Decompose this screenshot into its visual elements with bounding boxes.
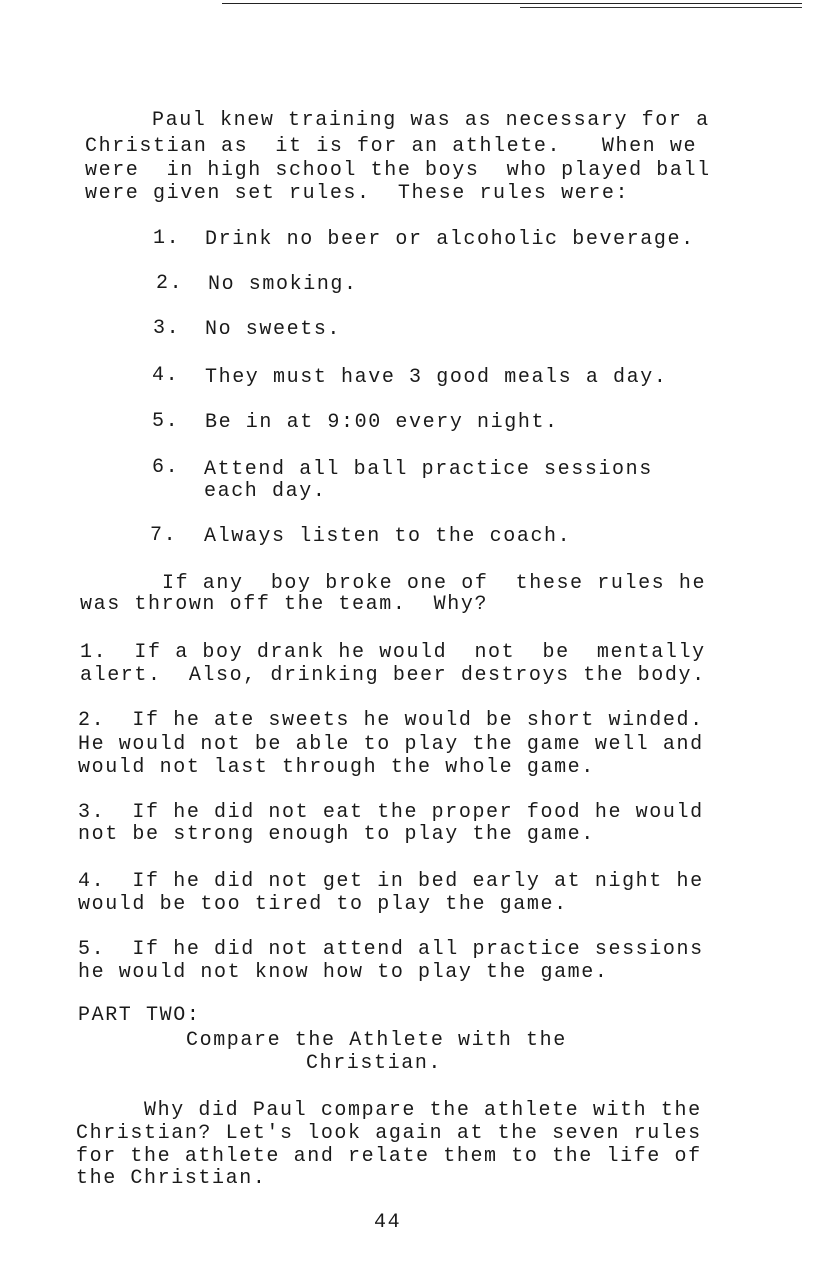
rule-number: 6. [152, 456, 180, 479]
top-rule-line-secondary [520, 7, 802, 8]
part-two-subtitle-line-1: Compare the Athlete with the [186, 1029, 567, 1052]
reason-line: 2. If he ate sweets he would be short winded. [78, 709, 704, 732]
intro-line-3: were in high school the boys who played ball [85, 159, 711, 182]
reason-line: not be strong enough to play the game. [78, 823, 595, 846]
intro-line-2: Christian as it is for an athlete. When we [85, 135, 698, 158]
part-two-subtitle-line-2: Christian. [306, 1052, 443, 1075]
rule-number: 7. [150, 524, 178, 547]
closing-line-3: for the athlete and relate them to the life of [76, 1145, 702, 1168]
intro-line-1: Paul knew training was as necessary for a [152, 109, 710, 132]
rule-number: 1. [153, 227, 181, 250]
reason-line: alert. Also, drinking beer destroys the body. [80, 664, 706, 687]
consequence-line-2: was thrown off the team. Why? [80, 593, 489, 616]
reason-line: would not last through the whole game. [78, 756, 595, 779]
consequence-line-1: If any boy broke one of these rules he [162, 572, 707, 595]
rule-number: 5. [152, 410, 180, 433]
rule-text: No smoking. [208, 273, 358, 296]
reason-line: 4. If he did not get in bed early at night he [78, 870, 704, 893]
closing-line-2: Christian? Let's look again at the seven rules [76, 1122, 702, 1145]
rule-text: Always listen to the coach. [204, 525, 572, 548]
intro-line-4: were given set rules. These rules were: [85, 182, 630, 205]
closing-line-1: Why did Paul compare the athlete with the [144, 1099, 702, 1122]
reason-line: he would not know how to play the game. [78, 961, 609, 984]
part-two-heading: PART TWO: [78, 1004, 201, 1027]
rule-text: They must have 3 good meals a day. [205, 366, 668, 389]
rule-number: 2. [156, 272, 184, 295]
rule-text-continued: each day. [204, 480, 327, 503]
rule-number: 4. [152, 364, 180, 387]
rule-text: Drink no beer or alcoholic beverage. [205, 228, 695, 251]
rule-text: Be in at 9:00 every night. [205, 411, 559, 434]
reason-line: 1. If a boy drank he would not be mentally [80, 641, 706, 664]
top-rule-line [222, 3, 802, 4]
reason-line: 5. If he did not attend all practice sessions [78, 938, 704, 961]
rule-number: 3. [153, 317, 181, 340]
closing-line-4: the Christian. [76, 1167, 267, 1190]
rule-text: Attend all ball practice sessions [204, 458, 653, 481]
page-number: 44 [374, 1211, 402, 1234]
rule-text: No sweets. [205, 318, 342, 341]
reason-line: 3. If he did not eat the proper food he would [78, 801, 704, 824]
reason-line: He would not be able to play the game well and [78, 733, 704, 756]
reason-line: would be too tired to play the game. [78, 893, 568, 916]
